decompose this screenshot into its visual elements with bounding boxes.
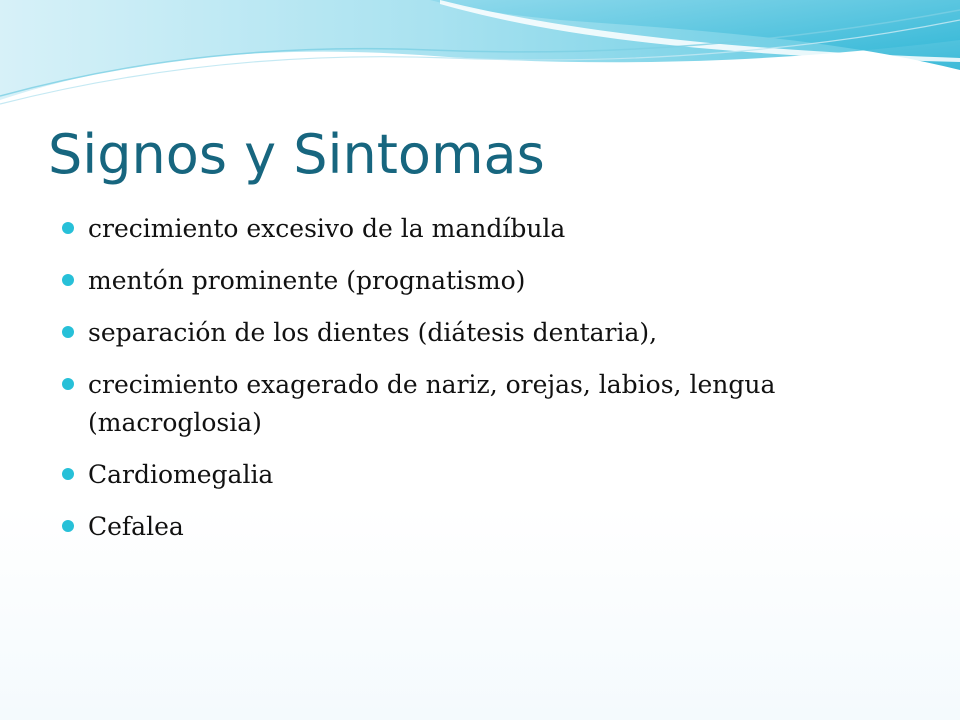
bullet-text: crecimiento exagerado de nariz, orejas, labios, lengua (macroglosia) (88, 370, 776, 437)
bullet-text: mentón prominente (prognatismo) (88, 266, 526, 295)
bullet-text: Cefalea (88, 512, 184, 541)
decorative-top-wave (0, 0, 960, 120)
bullet-dot-icon (62, 520, 74, 532)
bullet-text: separación de los dientes (diátesis dentaria), (88, 318, 658, 347)
bullet-dot-icon (62, 274, 74, 286)
bullet-dot-icon (62, 468, 74, 480)
bullet-item (64, 366, 904, 442)
bullet-dot-icon (62, 222, 74, 234)
bullet-dot-icon (62, 378, 74, 390)
bullet-text: crecimiento excesivo de la mandíbula (88, 214, 566, 243)
bullet-item (64, 508, 904, 546)
bullet-dot-icon (62, 326, 74, 338)
bullet-item (64, 314, 904, 352)
bullet-text: Cardiomegalia (88, 460, 274, 489)
slide-title: Signos y Sintomas (48, 123, 545, 186)
bullet-list (64, 210, 904, 560)
bullet-item (64, 456, 904, 494)
bullet-item (64, 262, 904, 300)
bullet-item (64, 210, 904, 248)
